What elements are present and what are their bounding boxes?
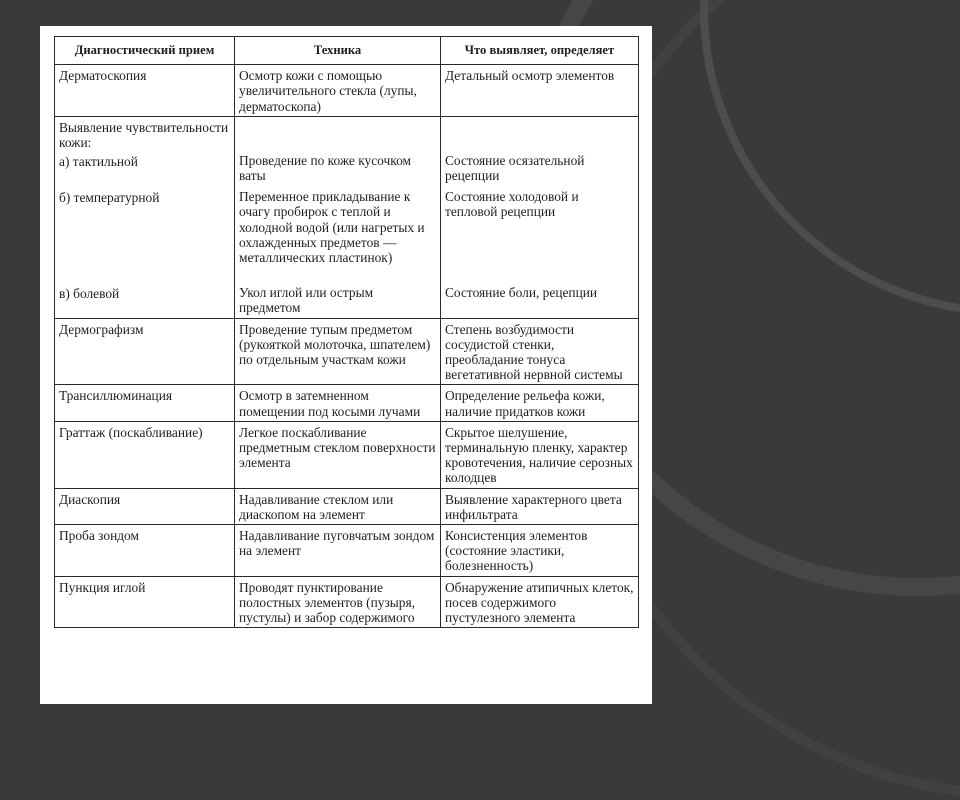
- table-row: [55, 65, 639, 117]
- cell-reveals: Обнаружение атипичных клеток, посев содержимого пустулезного элемента: [441, 576, 639, 628]
- cell-reveals: [441, 117, 639, 318]
- cell-reveals: Выявление характерного цвета инфильтрата: [441, 488, 639, 524]
- sub-method: б) температурной: [59, 189, 160, 205]
- table-row: [55, 525, 639, 577]
- cell-technique: Проведение тупым предметом (рукояткой молоточка, шпателем) по отдельным участкам кожи: [235, 318, 441, 385]
- sub-reveals: Состояние боли, рецепции: [445, 285, 598, 301]
- sub-reveals: Состояние холодовой и тепловой рецепции: [445, 189, 579, 220]
- sub-method: а) тактильной: [59, 153, 138, 169]
- cell-technique: Легкое поскабливание предметным стеклом поверхности элемента: [235, 421, 441, 488]
- header-reveals: Что выявляет, определяет: [441, 37, 639, 65]
- header-method: Диагностический прием: [55, 37, 235, 65]
- cell-reveals: Детальный осмотр элементов: [441, 65, 639, 117]
- cell-technique: Проводят пунктирование полостных элементов (пузыря, пустулы) и забор содержимого: [235, 576, 441, 628]
- cell-technique: Надавливание стеклом или диаскопом на элемент: [235, 488, 441, 524]
- group-title: Выявление чувствительности кожи:: [59, 120, 229, 151]
- spacer: [445, 120, 634, 150]
- cell-method: Дермографизм: [55, 318, 235, 385]
- sub-method: в) болевой: [59, 285, 120, 301]
- table-row: [55, 488, 639, 524]
- cell-reveals: Степень возбудимости сосудистой стенки, преобладание тонуса вегетативной нервной системы: [441, 318, 639, 385]
- table-row: [55, 576, 639, 628]
- cell-method: Дерматоскопия: [55, 65, 235, 117]
- sub-reveals: Состояние осязательной рецепции: [445, 153, 585, 184]
- cell-technique: Осмотр кожи с помощью увеличительного стекла (лупы, дерматоскопа): [235, 65, 441, 117]
- cell-reveals: Скрытое шелушение, терминальную пленку, характер кровотечения, наличие серозных колодцев: [441, 421, 639, 488]
- table-row: [55, 421, 639, 488]
- cell-technique: Осмотр в затемненном помещении под косыми лучами: [235, 385, 441, 421]
- table-header-row: [55, 37, 639, 65]
- table-row: [55, 117, 639, 318]
- header-technique: Техника: [235, 37, 441, 65]
- spacer: [239, 120, 436, 150]
- diagnostic-methods-table: [54, 36, 639, 628]
- sub-technique: Проведение по коже кусочком ваты: [239, 153, 411, 184]
- slide: [40, 26, 652, 704]
- cell-reveals: Консистенция элементов (состояние эластики, болезненность): [441, 525, 639, 577]
- cell-technique: Надавливание пуговчатым зондом на элемент: [235, 525, 441, 577]
- cell-method: Граттаж (поскабливание): [55, 421, 235, 488]
- cell-method: Пункция иглой: [55, 576, 235, 628]
- cell-method: [55, 117, 235, 318]
- sub-technique: Переменное прикладывание к очагу пробирок с теплой и холодной водой (или нагретых и охлажденных предметов — металлических пластинок): [239, 189, 425, 266]
- table-row: [55, 385, 639, 421]
- cell-reveals: Определение рельефа кожи, наличие придатков кожи: [441, 385, 639, 421]
- sub-technique: Укол иглой или острым предметом: [239, 285, 374, 316]
- cell-method: Трансиллюминация: [55, 385, 235, 421]
- cell-technique: [235, 117, 441, 318]
- table-row: [55, 318, 639, 385]
- cell-method: Проба зондом: [55, 525, 235, 577]
- cell-method: Диаскопия: [55, 488, 235, 524]
